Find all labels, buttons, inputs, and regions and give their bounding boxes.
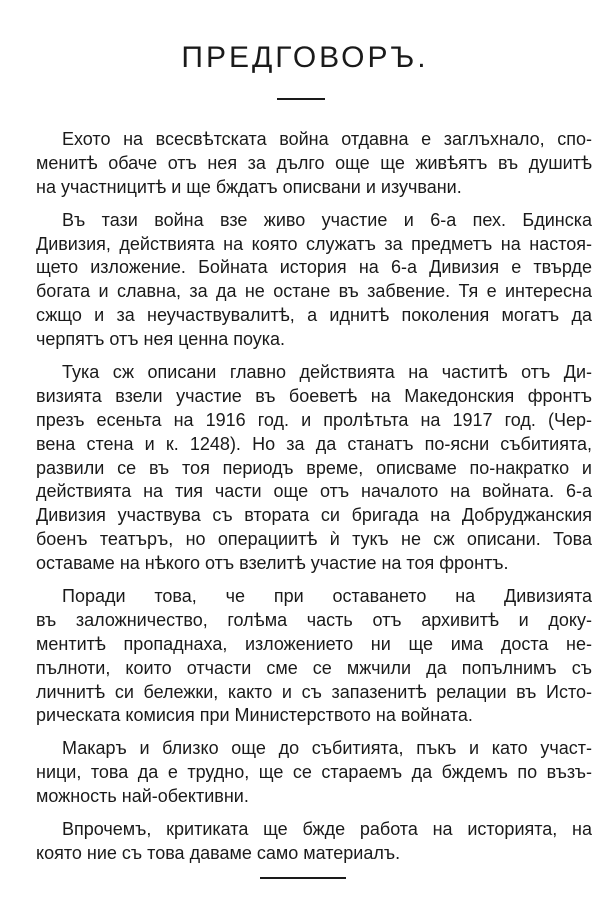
paragraph bbox=[36, 818, 592, 866]
paragraph bbox=[36, 361, 592, 576]
text-line: въ заложничество, голѣма часть отъ архивитѣ и доку- bbox=[36, 609, 592, 630]
text-line: Дивизия, действията на която служатъ за предметъ на настоя- bbox=[36, 233, 592, 254]
text-line: Тука сж описани главно действията на частитѣ отъ Ди- bbox=[62, 362, 592, 383]
text-line: менитѣ обаче отъ нея за дълго още ще живѣятъ въ душитѣ bbox=[36, 152, 592, 173]
text-line: пълноти, които отчасти сме се мжчили да попълнимъ съ bbox=[36, 657, 592, 678]
text-line: Въ тази война взе живо участие и 6-а пех. Бдинска bbox=[62, 209, 592, 230]
text-line: Впрочемъ, критиката ще бжде работа на историята, на bbox=[62, 819, 592, 840]
paragraph bbox=[36, 209, 592, 352]
text-line: личнитѣ си бележки, както и съ запазенитѣ релации въ Исто- bbox=[36, 681, 592, 702]
text-line: щето изложение. Бойната история на 6-а Дивизия е твърде bbox=[36, 257, 592, 278]
text-line: рическата комисия при Министерството на войната. bbox=[36, 705, 473, 726]
text-line: сжщо и за неучаствувалитѣ, а иднитѣ поколения могатъ да bbox=[36, 305, 592, 326]
text-line: оставаме на нѣкого отъ взелитѣ участие на тоя фронтъ. bbox=[36, 553, 509, 574]
text-line: презъ есеньта на 1916 год. и пролѣтьта на 1917 год. (Чер- bbox=[36, 409, 592, 430]
page-title: ПРЕДГОВОРЪ. bbox=[181, 41, 429, 74]
text-line: Поради това, че при оставането на Дивизията bbox=[62, 586, 592, 607]
text-line: богата и славна, за да не остане въ забвение. Тя е интересна bbox=[36, 281, 592, 302]
text-line: Ехото на всесвѣтската война отдавна е заглъхнало, спо- bbox=[62, 129, 592, 149]
paragraph bbox=[36, 128, 592, 200]
text-line: действията на тия части още отъ началото на войната. 6-а bbox=[36, 481, 592, 502]
footer-divider bbox=[260, 877, 346, 879]
text-line: черпятъ отъ нея ценна поука. bbox=[36, 329, 286, 350]
paragraph bbox=[36, 737, 592, 809]
text-line: Макаръ и близко още до събитията, пъкъ и като участ- bbox=[62, 738, 592, 759]
text-line: боенъ театъръ, но операциитѣ ѝ тукъ не сж описани. Това bbox=[36, 529, 592, 550]
body-text bbox=[36, 128, 592, 875]
text-line: Дивизия участвува съ втората си бригада на Добруджанския bbox=[36, 505, 592, 526]
text-line: можность най-обективни. bbox=[36, 786, 249, 807]
text-line: ментитѣ пропаднаха, изложението ни ще има доста не- bbox=[36, 633, 592, 654]
text-line: развили се въ тоя периодъ време, описваме по-накратко и bbox=[36, 457, 592, 478]
text-line: вена стена и к. 1248). Но за да станатъ по-ясни събитията, bbox=[36, 433, 592, 454]
text-line: която ние съ това даваме само материалъ. bbox=[36, 842, 401, 863]
text-line: ници, това да е трудно, ще се стараемъ да бждемъ по възъ- bbox=[36, 762, 592, 783]
paragraph bbox=[36, 585, 592, 728]
title-divider bbox=[277, 98, 325, 100]
text-line: визията взели участие въ боеветѣ на Македонския фронтъ bbox=[36, 385, 592, 406]
text-line: на участницитѣ и ще бждатъ описвани и изучвани. bbox=[36, 176, 462, 197]
